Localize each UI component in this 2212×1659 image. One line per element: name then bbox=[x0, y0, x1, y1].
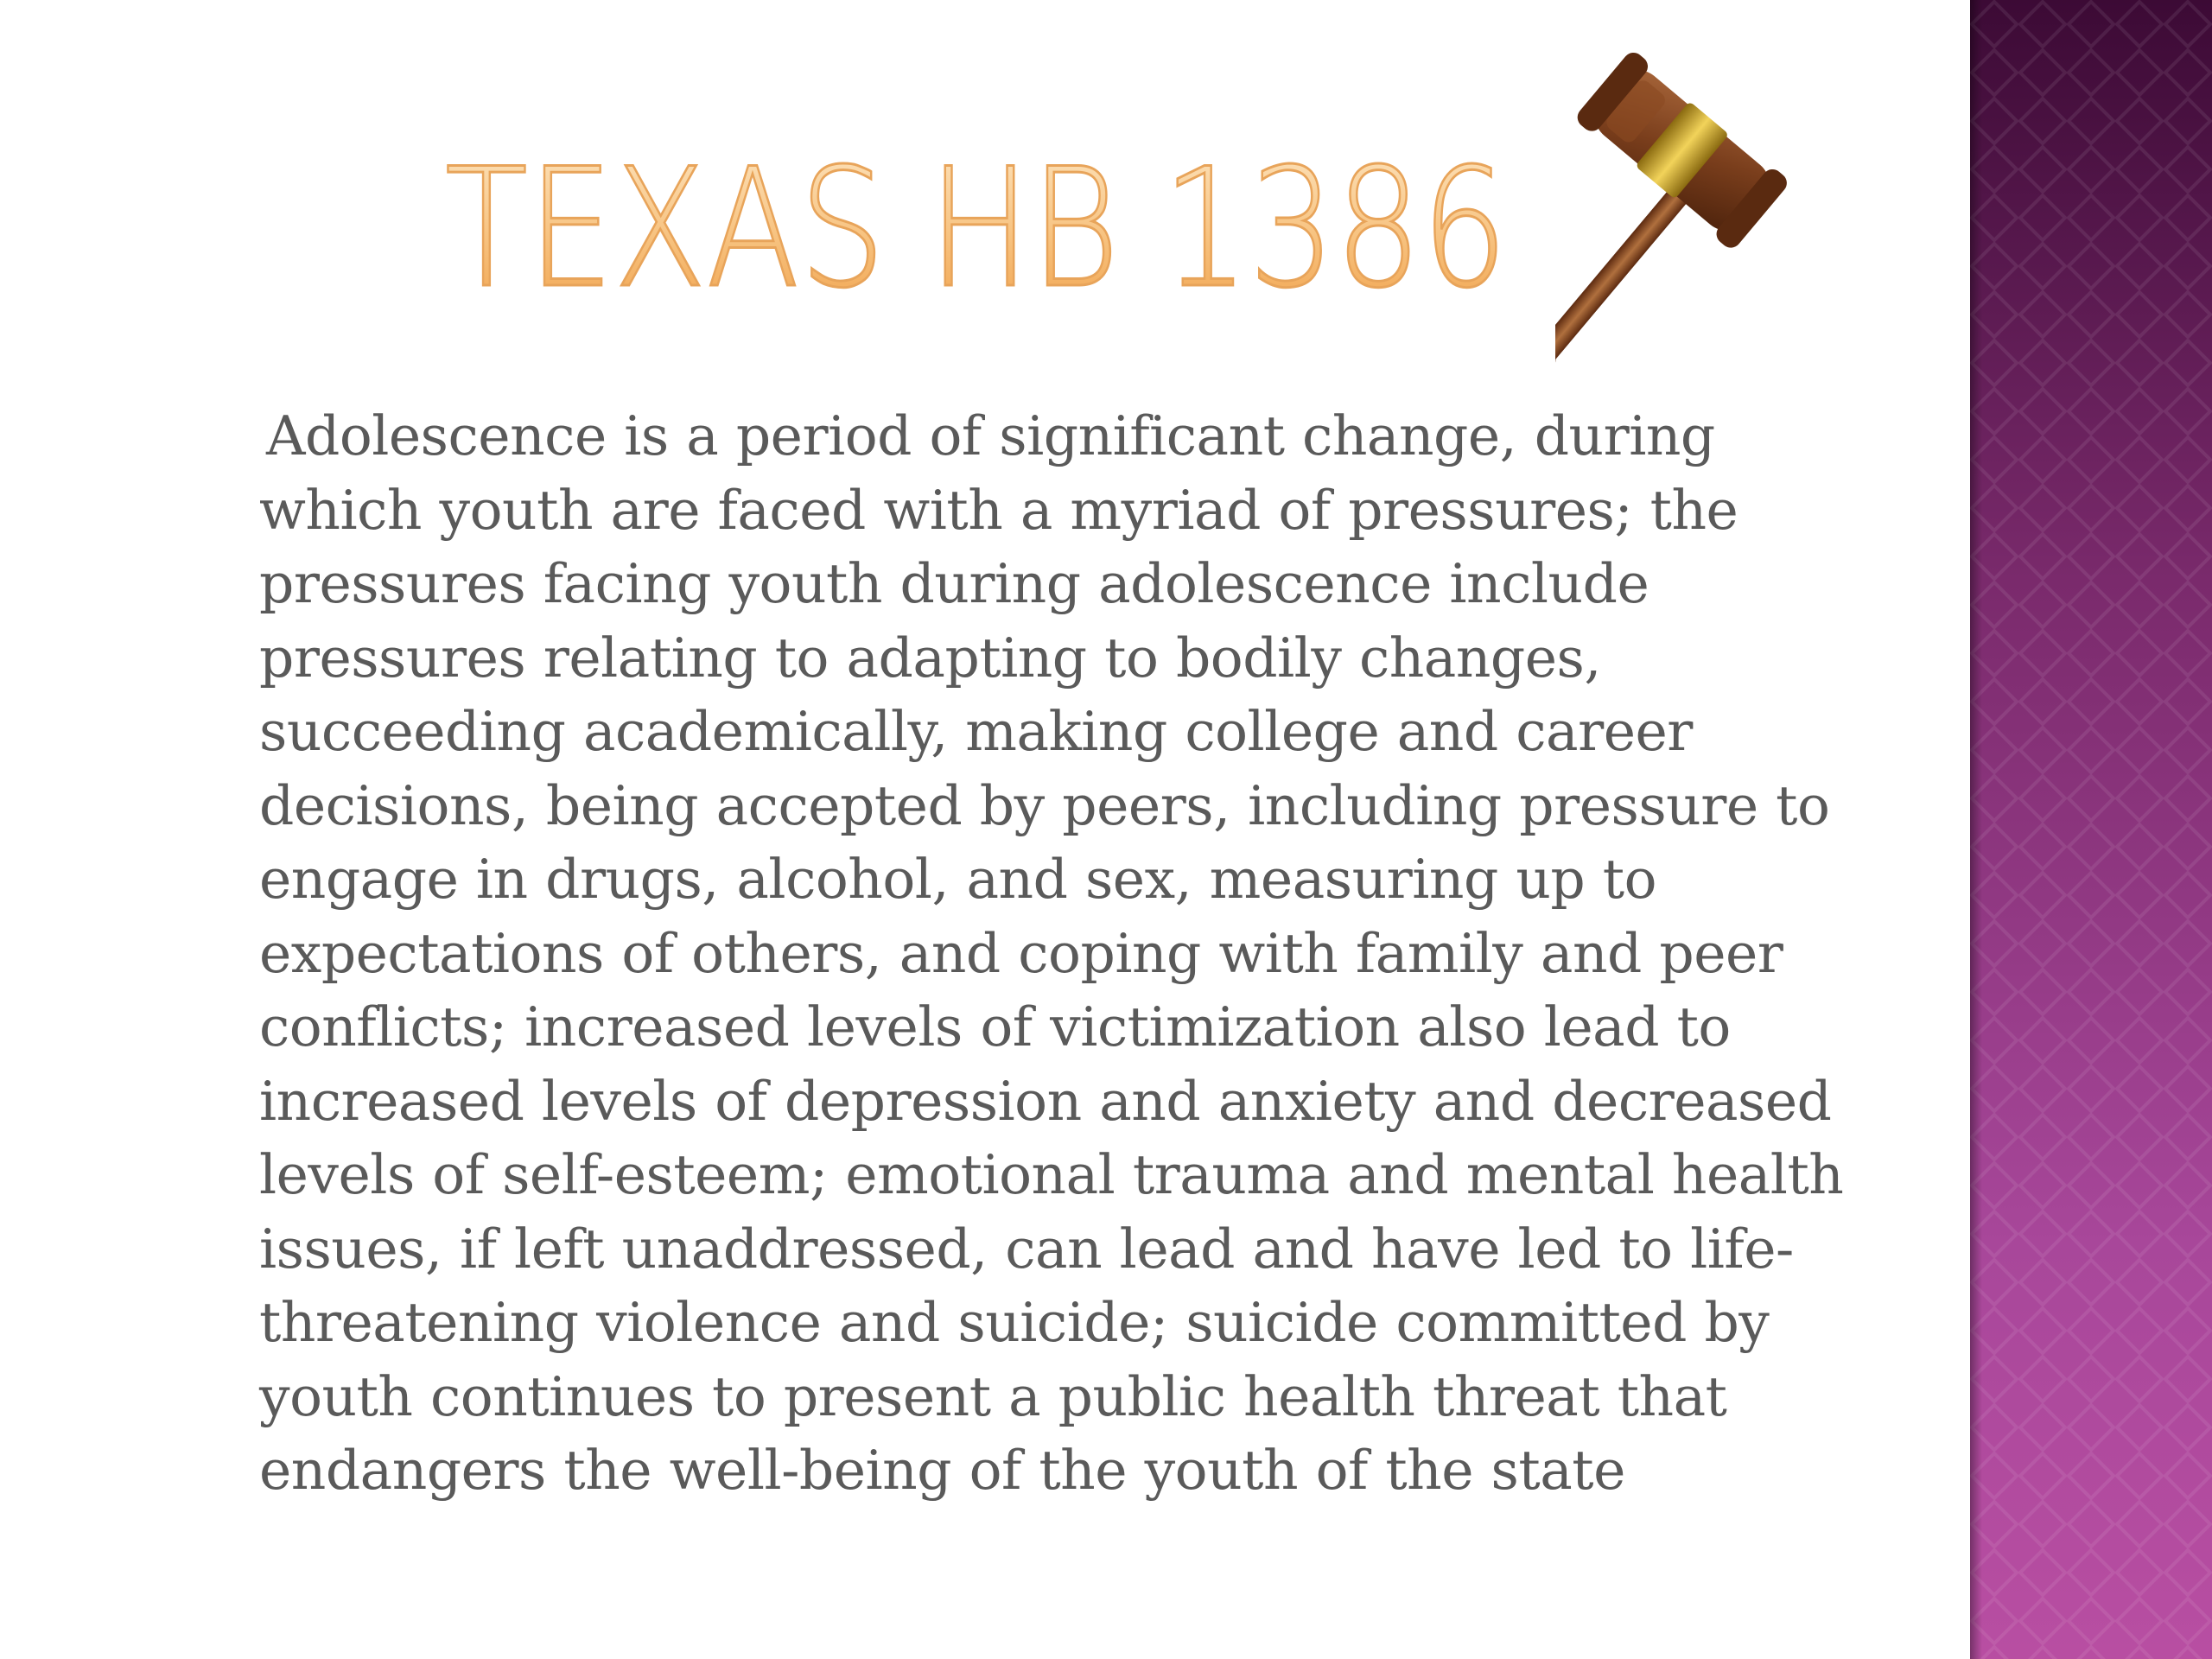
slide-title-text: Texas HB 1386 bbox=[445, 133, 1508, 324]
slide-title bbox=[445, 130, 1534, 328]
slide-body-text: Adolescence is a period of significant change, during which youth are faced with a myriad of pressures; the pressures facing youth during adolescence include pressures relating to adapting to bodily changes, succeeding academically, making college and career decisions, being accepted by peers, including pressure to engage in drugs, alcohol, and sex, measuring up to expectations of others, and coping with family and peer conflicts; increased levels of victimization also lead to increased levels of depression and anxiety and decreased levels of self-esteem; emotional trauma and mental health issues, if left unaddressed, can lead and have led to life-threatening violence and suicide; suicide committed by youth continues to present a public health threat that endangers the well-being of the youth of the state bbox=[259, 404, 1844, 1502]
side-decoration-band bbox=[1970, 0, 2212, 1659]
gavel-icon bbox=[1555, 52, 1918, 415]
